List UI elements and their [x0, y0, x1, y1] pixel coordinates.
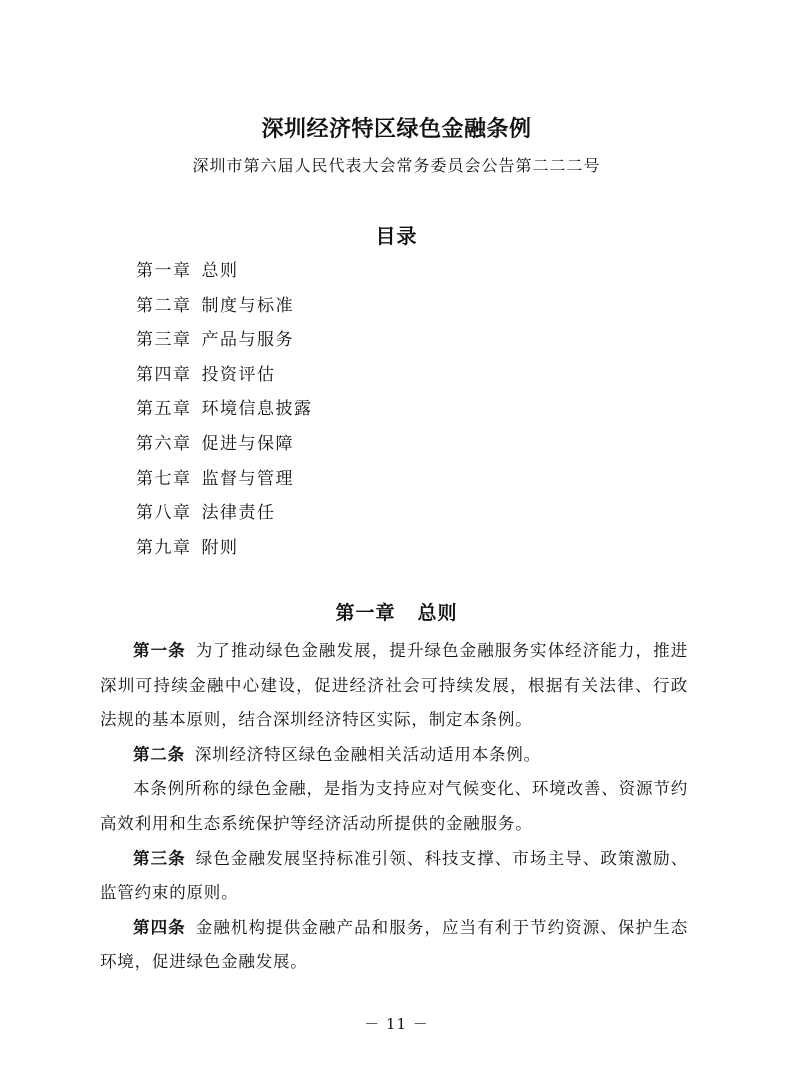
toc-item-title: 产品与服务 [201, 330, 294, 351]
table-of-contents [136, 256, 313, 567]
chapter-number: 第一章 [335, 602, 396, 624]
toc-item-number: 第三章 [136, 330, 192, 351]
toc-item-number: 第九章 [136, 537, 192, 558]
article-text: 本条例所称的绿色金融，是指为支持应对气候变化、环境改善、资源节约高效利用和生态系统保护等经济活动所提供的金融服务。 [100, 779, 688, 833]
toc-item [136, 464, 313, 499]
article-text: 深圳经济特区绿色金融相关活动适用本条例。 [194, 744, 541, 764]
toc-item-number: 第二章 [136, 295, 192, 316]
toc-heading: 目录 [375, 224, 418, 248]
article-paragraph [100, 634, 688, 738]
toc-item-number: 第八章 [136, 503, 192, 524]
toc-item-number: 第七章 [136, 468, 192, 489]
toc-item [136, 394, 313, 429]
toc-item [136, 533, 313, 568]
toc-item [136, 498, 313, 533]
article-paragraph [100, 911, 688, 980]
chapter-heading [0, 598, 793, 628]
chapter-title: 总则 [417, 602, 458, 624]
article-label: 第二条 [133, 744, 185, 764]
toc-item [136, 256, 313, 291]
document-subtitle: 深圳市第六届人民代表大会常务委员会公告第二二二号 [192, 156, 601, 175]
toc-item-title: 投资评估 [201, 364, 276, 385]
toc-item-number: 第四章 [136, 364, 192, 385]
toc-item [136, 360, 313, 395]
toc-item [136, 429, 313, 464]
document-title: 深圳经济特区绿色金融条例 [261, 117, 532, 142]
toc-item-title: 制度与标准 [201, 295, 294, 316]
toc-item-number: 第六章 [136, 433, 192, 454]
article-text: 金融机构提供金融产品和服务，应当有利于节约资源、保护生态环境，促进绿色金融发展。 [100, 917, 688, 972]
toc-item-title: 环境信息披露 [201, 399, 313, 420]
page-number: － 11 － [364, 1015, 429, 1033]
toc-item-title: 附则 [201, 537, 239, 558]
article-label: 第一条 [133, 641, 186, 660]
article-text: 为了推动绿色金融发展，提升绿色金融服务实体经济能力，推进深圳可持续金融中心建设，促进经济社会可持续发展，根据有关法律、行政法规的基本原则，结合深圳经济特区实际，制定本条例。 [100, 641, 688, 730]
toc-item-title: 促进与保障 [201, 433, 294, 454]
chapter-body [100, 634, 688, 980]
toc-item [136, 291, 313, 326]
toc-item-number: 第五章 [136, 399, 192, 420]
article-label: 第四条 [133, 917, 186, 937]
toc-item-title: 总则 [201, 261, 239, 281]
article-paragraph [100, 772, 688, 841]
toc-item [136, 325, 313, 360]
article-text: 绿色金融发展坚持标准引领、科技支撑、市场主导、政策激励、监管约束的原则。 [100, 848, 688, 903]
article-label: 第三条 [133, 848, 186, 868]
toc-item-number: 第一章 [136, 261, 192, 281]
article-paragraph [100, 842, 688, 911]
article-paragraph [100, 738, 688, 773]
toc-item-title: 法律责任 [201, 503, 276, 524]
toc-item-title: 监督与管理 [201, 468, 294, 489]
